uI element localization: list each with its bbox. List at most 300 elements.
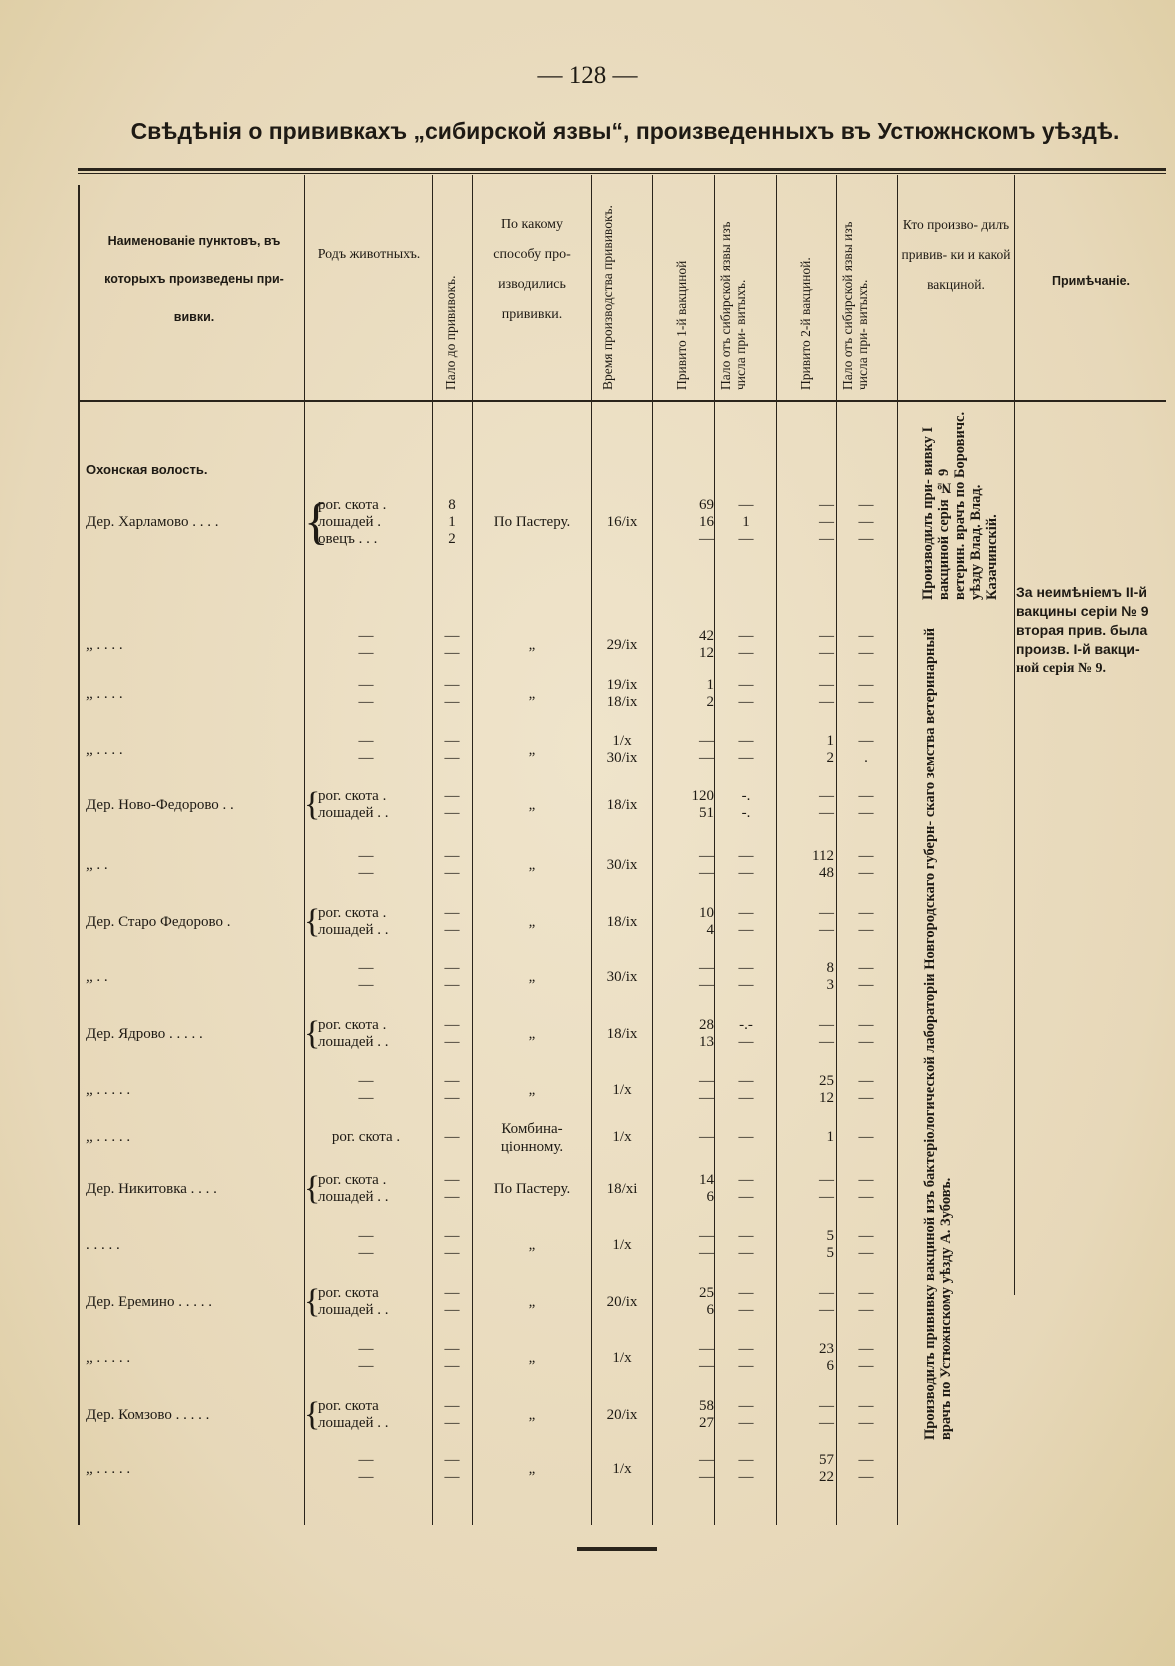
row-vacc1: 69 bbox=[699, 497, 714, 513]
row-location: Дер. Старо Федорово . bbox=[86, 913, 231, 930]
row-fell1: — bbox=[738, 848, 754, 864]
row-location: Дер. Еремино . . . . . bbox=[86, 1293, 212, 1310]
row-vacc2: 57 bbox=[819, 1452, 834, 1468]
row-vacc1: 51 bbox=[699, 805, 714, 821]
row-fell1: — bbox=[738, 977, 754, 993]
row-fell-before: — bbox=[444, 1073, 460, 1089]
row-vacc2: — bbox=[819, 694, 834, 710]
row-vacc1: 12 bbox=[699, 645, 714, 661]
row-vacc1: — bbox=[699, 1358, 714, 1374]
row-fell2: — bbox=[858, 1358, 874, 1374]
row-fell1: — bbox=[738, 497, 754, 513]
row-vacc2: — bbox=[819, 531, 834, 547]
row-fell2: — bbox=[858, 1398, 874, 1414]
row-fell1: — bbox=[738, 750, 754, 766]
row-vacc2: 6 bbox=[826, 1358, 834, 1374]
row-fell-before: — bbox=[444, 788, 460, 804]
row-species: — bbox=[358, 1452, 374, 1468]
row-fell-before: — bbox=[444, 628, 460, 644]
row-fell1: — bbox=[738, 694, 754, 710]
row-vacc1: 42 bbox=[699, 628, 714, 644]
row-vacc1: 25 bbox=[699, 1285, 714, 1301]
row-fell2: — bbox=[858, 922, 874, 938]
bottom-rule bbox=[577, 1547, 657, 1551]
col-sep bbox=[776, 175, 777, 1525]
row-time: 18/ix bbox=[606, 796, 638, 813]
row-fell1: — bbox=[738, 1073, 754, 1089]
row-vacc1: — bbox=[699, 1341, 714, 1357]
row-method: „ bbox=[528, 636, 536, 653]
row-fell1: — bbox=[738, 1341, 754, 1357]
row-location: Дер. Ново-Федорово . . bbox=[86, 796, 234, 813]
row-fell2: — bbox=[858, 628, 874, 644]
remark-line: произв. I-й вакци- bbox=[1016, 641, 1140, 657]
row-fell-before: — bbox=[444, 1189, 460, 1205]
row-location: . . . . . bbox=[86, 1236, 120, 1253]
row-method: „ bbox=[528, 1081, 536, 1098]
row-fell2: — bbox=[858, 865, 874, 881]
row-species: — bbox=[358, 1469, 374, 1485]
row-method: „ bbox=[528, 1236, 536, 1253]
row-vacc1: 27 bbox=[699, 1415, 714, 1431]
row-fell1: — bbox=[738, 628, 754, 644]
row-fell-before: — bbox=[444, 1341, 460, 1357]
row-species: — bbox=[358, 677, 374, 693]
row-method: По Пастеру. bbox=[493, 514, 571, 530]
row-species: — bbox=[358, 1073, 374, 1089]
row-species: рог. скота . bbox=[318, 497, 387, 513]
row-fell2: — bbox=[858, 905, 874, 921]
row-fell2: — bbox=[858, 1189, 874, 1205]
col-sep bbox=[1014, 175, 1015, 1295]
row-fell-before: — bbox=[444, 922, 460, 938]
page-number: — 128 — bbox=[537, 62, 638, 89]
row-time: 1/x bbox=[612, 1129, 632, 1145]
row-location: „ . . . . . bbox=[86, 1460, 131, 1477]
row-fell1: — bbox=[738, 1172, 754, 1188]
header-who: Кто произво- дилъ привив- ки и какой вакциной. bbox=[901, 217, 1011, 292]
row-time: 1/x bbox=[612, 733, 632, 749]
row-vacc2: — bbox=[819, 497, 834, 513]
row-fell-before: — bbox=[444, 865, 460, 881]
row-fell-before: — bbox=[444, 960, 460, 976]
row-vacc2: 5 bbox=[826, 1245, 834, 1261]
row-fell2: — bbox=[858, 960, 874, 976]
row-fell1: — bbox=[738, 1398, 754, 1414]
col-sep bbox=[591, 175, 592, 1525]
row-vacc1: 28 bbox=[699, 1017, 714, 1033]
row-time: 30/ix bbox=[606, 968, 638, 985]
remark-line: За неимѣніемъ II-й bbox=[1016, 584, 1147, 600]
brace-symbol: { bbox=[304, 903, 321, 940]
row-fell-before: — bbox=[444, 977, 460, 993]
row-species: лошадей . . bbox=[318, 805, 389, 821]
row-time: 19/ix bbox=[606, 677, 638, 693]
header-fell-vacc1: Пало отъ сибирской язвы изъ числа при- витыхъ. bbox=[718, 221, 748, 390]
header-vacc2: Привито 2-й вакциной. bbox=[798, 257, 813, 390]
row-fell1: — bbox=[738, 1034, 754, 1050]
row-time: 1/x bbox=[612, 1236, 632, 1253]
row-fell1: — bbox=[738, 1452, 754, 1468]
row-vacc1: 13 bbox=[699, 1034, 714, 1050]
row-fell-before: — bbox=[444, 694, 460, 710]
row-method: „ bbox=[528, 1406, 536, 1423]
row-fell1: -. bbox=[741, 805, 751, 821]
row-species: рог. скота . bbox=[331, 1129, 401, 1145]
row-vacc1: — bbox=[699, 865, 714, 881]
row-fell1: — bbox=[738, 531, 754, 547]
row-fell2: — bbox=[858, 1285, 874, 1301]
row-fell-before: — bbox=[444, 1285, 460, 1301]
row-vacc1: — bbox=[699, 1073, 714, 1089]
row-vacc2: — bbox=[819, 1398, 834, 1414]
row-fell2: — bbox=[858, 531, 874, 547]
row-fell-before: — bbox=[444, 1017, 460, 1033]
table-left-border bbox=[78, 185, 80, 1525]
row-vacc1: 4 bbox=[706, 922, 714, 938]
row-location: „ . . . . . bbox=[86, 1349, 131, 1366]
row-fell-before: — bbox=[444, 750, 460, 766]
row-fell-before: — bbox=[444, 733, 460, 749]
row-vacc1: — bbox=[699, 750, 714, 766]
row-fell-before: — bbox=[444, 1398, 460, 1414]
row-fell2: — bbox=[858, 1341, 874, 1357]
row-vacc1: 16 bbox=[699, 514, 714, 530]
row-vacc2: — bbox=[819, 788, 834, 804]
section-title: Охонская волость. bbox=[86, 462, 208, 477]
row-species: — bbox=[358, 1090, 374, 1106]
row-time: 1/x bbox=[612, 1081, 632, 1098]
row-time: 18/ix bbox=[606, 913, 638, 930]
row-fell1: 1 bbox=[742, 514, 750, 530]
row-vacc1: — bbox=[699, 1090, 714, 1106]
row-vacc2: 48 bbox=[819, 865, 834, 881]
page-title: Свѣдѣнія о прививкахъ „сибирской язвы“, произведенныхъ въ Устюжнскомъ уѣздѣ. bbox=[130, 118, 1120, 144]
row-fell1: — bbox=[738, 1189, 754, 1205]
row-fell1: — bbox=[738, 922, 754, 938]
row-vacc2: — bbox=[819, 1285, 834, 1301]
row-location: „ . . . . bbox=[86, 685, 123, 702]
row-fell2: — bbox=[858, 1302, 874, 1318]
row-location: „ . . . . bbox=[86, 741, 123, 758]
row-fell1: — bbox=[738, 677, 754, 693]
row-method: „ bbox=[528, 1349, 536, 1366]
row-fell2: — bbox=[858, 1129, 874, 1145]
col-sep bbox=[897, 175, 898, 1525]
header-method: По какому способу про- изводились прививки. bbox=[493, 217, 571, 322]
row-species: — bbox=[358, 1358, 374, 1374]
row-fell2: — bbox=[858, 1034, 874, 1050]
row-method: „ bbox=[528, 856, 536, 873]
row-fell1: — bbox=[738, 733, 754, 749]
brace-symbol: { bbox=[304, 1283, 321, 1320]
row-fell1: — bbox=[738, 1285, 754, 1301]
row-fell2: . bbox=[864, 750, 868, 766]
col-sep bbox=[304, 175, 305, 1525]
row-method: „ bbox=[528, 741, 536, 758]
row-vacc2: — bbox=[819, 1034, 834, 1050]
row-location: „ . . . . . bbox=[86, 1081, 131, 1098]
row-location: Дер. Комзово . . . . . bbox=[86, 1406, 210, 1423]
row-fell1: — bbox=[738, 1129, 754, 1145]
row-vacc2: 1 bbox=[826, 1129, 834, 1145]
row-fell2: — bbox=[858, 694, 874, 710]
row-fell-before: — bbox=[444, 1034, 460, 1050]
row-fell-before: 2 bbox=[448, 531, 456, 547]
row-species: — bbox=[358, 1341, 374, 1357]
row-fell-before: — bbox=[444, 1228, 460, 1244]
row-species: лошадей . . bbox=[318, 1189, 389, 1205]
row-fell1: — bbox=[738, 960, 754, 976]
row-location: Дер. Ядрово . . . . . bbox=[86, 1025, 203, 1042]
row-vacc2: — bbox=[819, 1172, 834, 1188]
row-vacc2: — bbox=[819, 677, 834, 693]
row-time: 29/ix bbox=[606, 636, 638, 653]
row-vacc1: 10 bbox=[699, 905, 714, 921]
row-fell2: — bbox=[858, 1073, 874, 1089]
row-vacc1: 120 bbox=[691, 788, 714, 804]
header-name: Наименованіе пунктовъ, въ которыхъ произведены при- вивки. bbox=[104, 234, 284, 324]
row-vacc2: 5 bbox=[826, 1228, 834, 1244]
row-vacc2: — bbox=[819, 1415, 834, 1431]
row-method: Комбина- bbox=[501, 1121, 563, 1137]
row-vacc2: 8 bbox=[826, 960, 834, 976]
who-first: Производилъ при- вивку I вакциной серія № 9 ветерин. врачъ по Боровичс. уѣзду Влад. Влад. Казачинскій. bbox=[920, 411, 1000, 600]
row-time: 18/ix bbox=[606, 1025, 638, 1042]
row-fell-before: — bbox=[444, 1090, 460, 1106]
row-time: 20/ix bbox=[606, 1406, 638, 1423]
row-fell2: — bbox=[858, 1090, 874, 1106]
row-method: „ bbox=[528, 968, 536, 985]
row-species: лошадей . . bbox=[318, 922, 389, 938]
row-fell1: — bbox=[738, 865, 754, 881]
row-species: рог. скота . bbox=[318, 1172, 387, 1188]
row-vacc1: — bbox=[699, 960, 714, 976]
row-species: рог. скота . bbox=[318, 1017, 387, 1033]
row-fell1: — bbox=[738, 1415, 754, 1431]
row-vacc2: 112 bbox=[812, 848, 834, 864]
row-fell2: — bbox=[858, 1469, 874, 1485]
row-vacc2: — bbox=[819, 1189, 834, 1205]
row-species: лошадей . . bbox=[318, 1415, 389, 1431]
row-vacc2: — bbox=[819, 1017, 834, 1033]
row-species: — bbox=[358, 977, 374, 993]
row-fell-before: — bbox=[444, 1415, 460, 1431]
row-fell-before: — bbox=[444, 805, 460, 821]
row-fell2: — bbox=[858, 733, 874, 749]
col-sep bbox=[472, 175, 473, 1525]
header-species: Родъ животныхъ. bbox=[317, 247, 421, 262]
row-time: 1/x bbox=[612, 1349, 632, 1366]
row-vacc1: 58 bbox=[699, 1398, 714, 1414]
row-species: — bbox=[358, 750, 374, 766]
remark-line: ной серія № 9. bbox=[1016, 661, 1107, 676]
row-method: „ bbox=[528, 1460, 536, 1477]
row-fell2: — bbox=[858, 805, 874, 821]
row-vacc1: 14 bbox=[699, 1172, 714, 1188]
header-remarks: Примѣчаніе. bbox=[1052, 274, 1130, 288]
table-top-rule-thin bbox=[78, 173, 1166, 174]
row-fell2: — bbox=[858, 1415, 874, 1431]
col-sep bbox=[714, 175, 715, 1525]
header-fell-before: Пало до прививокъ. bbox=[443, 275, 458, 390]
row-method: „ bbox=[528, 1025, 536, 1042]
row-fell1: -.- bbox=[739, 1017, 753, 1033]
brace-symbol: { bbox=[304, 1396, 321, 1433]
row-method-cont: ціонному. bbox=[500, 1139, 564, 1155]
row-vacc1: — bbox=[699, 1228, 714, 1244]
row-species: лошадей . bbox=[318, 514, 382, 530]
brace-symbol: { bbox=[304, 786, 321, 823]
row-vacc1: — bbox=[699, 531, 714, 547]
row-species: рог. скота bbox=[318, 1398, 379, 1414]
row-time: 30/ix bbox=[606, 856, 638, 873]
row-species: — bbox=[358, 1245, 374, 1261]
row-fell2: — bbox=[858, 497, 874, 513]
row-method: „ bbox=[528, 796, 536, 813]
header-time: Время производства прививокъ. bbox=[600, 205, 615, 390]
col-sep bbox=[652, 175, 653, 1525]
row-vacc2: 12 bbox=[819, 1090, 834, 1106]
row-species: — bbox=[358, 848, 374, 864]
row-vacc2: 25 bbox=[819, 1073, 834, 1089]
brace-symbol: { bbox=[304, 1015, 321, 1052]
row-fell-before: — bbox=[444, 1302, 460, 1318]
row-vacc1: 6 bbox=[706, 1302, 714, 1318]
row-fell-before: — bbox=[444, 848, 460, 864]
table-top-rule bbox=[78, 168, 1166, 171]
row-fell-before: — bbox=[444, 1358, 460, 1374]
row-vacc1: — bbox=[699, 1452, 714, 1468]
row-vacc1: 2 bbox=[706, 694, 714, 710]
row-fell-before: — bbox=[444, 1452, 460, 1468]
row-vacc2: — bbox=[819, 922, 834, 938]
row-vacc2: 22 bbox=[819, 1469, 834, 1485]
row-fell-before: — bbox=[444, 645, 460, 661]
row-fell-before: — bbox=[444, 1172, 460, 1188]
row-vacc1: — bbox=[699, 1129, 714, 1145]
row-fell2: — bbox=[858, 977, 874, 993]
row-fell2: — bbox=[858, 788, 874, 804]
row-location: Дер. Харламово . . . . bbox=[86, 514, 219, 530]
row-vacc2: — bbox=[819, 805, 834, 821]
row-fell2: — bbox=[858, 848, 874, 864]
header-bottom-rule bbox=[78, 400, 1166, 402]
row-vacc2: — bbox=[819, 1302, 834, 1318]
row-fell1: — bbox=[738, 905, 754, 921]
row-species: — bbox=[358, 733, 374, 749]
row-species: — bbox=[358, 694, 374, 710]
row-vacc1: — bbox=[699, 848, 714, 864]
row-vacc1: — bbox=[699, 1469, 714, 1485]
row-vacc2: 23 bbox=[819, 1341, 834, 1357]
row-fell-before: — bbox=[444, 905, 460, 921]
row-fell1: — bbox=[738, 1469, 754, 1485]
row-vacc1: — bbox=[699, 977, 714, 993]
row-fell-before: 8 bbox=[448, 497, 456, 513]
row-species: — bbox=[358, 865, 374, 881]
remark-line: вторая прив. была bbox=[1016, 622, 1148, 638]
row-fell2: — bbox=[858, 1245, 874, 1261]
row-location: „ . . . . bbox=[86, 636, 123, 653]
row-fell2: — bbox=[858, 1228, 874, 1244]
row-time: 16/ix bbox=[606, 514, 638, 530]
row-fell-before: — bbox=[444, 1469, 460, 1485]
row-location: „ . . bbox=[86, 968, 108, 985]
who-second: Производилъ прививку вакциной изъ бактеріологической лабораторіи Новгородскаго губерн- скаго земства ветеринарный врачъ по Устюжнскому уѣзду А. Зубовъ. bbox=[922, 627, 954, 1440]
remark-line: вакцины серіи № 9 bbox=[1016, 603, 1149, 619]
row-time: 20/ix bbox=[606, 1293, 638, 1310]
row-fell1: — bbox=[738, 1302, 754, 1318]
row-fell-before: 1 bbox=[448, 514, 456, 530]
brace-symbol: { bbox=[304, 494, 329, 550]
row-time: 18/xi bbox=[606, 1180, 638, 1197]
row-vacc2: — bbox=[819, 645, 834, 661]
row-time: 1/x bbox=[612, 1460, 632, 1477]
row-vacc1: — bbox=[699, 1245, 714, 1261]
row-species: — bbox=[358, 1228, 374, 1244]
row-fell2: — bbox=[858, 1017, 874, 1033]
row-species: — bbox=[358, 960, 374, 976]
row-fell2: — bbox=[858, 645, 874, 661]
row-fell2: — bbox=[858, 514, 874, 530]
row-fell-before: — bbox=[444, 677, 460, 693]
row-method: По Пастеру. bbox=[493, 1180, 571, 1197]
row-vacc2: — bbox=[819, 905, 834, 921]
row-fell2: — bbox=[858, 1172, 874, 1188]
header-vacc1: Привито 1-й вакциной bbox=[674, 260, 689, 390]
row-fell1: — bbox=[738, 1090, 754, 1106]
row-species: рог. скота . bbox=[318, 788, 387, 804]
row-location: Дер. Никитовка . . . . bbox=[86, 1180, 217, 1197]
header-fell-vacc2: Пало отъ сибирской язвы изъ числа при- витыхъ. bbox=[840, 221, 870, 390]
row-species: рог. скота . bbox=[318, 905, 387, 921]
row-location: „ . . . . . bbox=[86, 1129, 131, 1145]
row-species: овецъ . . . bbox=[318, 531, 378, 547]
row-time: 30/ix bbox=[606, 750, 638, 766]
row-fell1: — bbox=[738, 1228, 754, 1244]
row-vacc2: 2 bbox=[826, 750, 834, 766]
row-fell1: — bbox=[738, 1245, 754, 1261]
row-vacc2: 1 bbox=[826, 733, 834, 749]
row-vacc2: — bbox=[819, 628, 834, 644]
row-fell1: — bbox=[738, 645, 754, 661]
row-fell-before: — bbox=[444, 1245, 460, 1261]
row-method: „ bbox=[528, 1293, 536, 1310]
row-fell-before: — bbox=[444, 1129, 460, 1145]
brace-symbol: { bbox=[304, 1170, 321, 1207]
row-method: „ bbox=[528, 913, 536, 930]
row-vacc1: 6 bbox=[706, 1189, 714, 1205]
row-fell2: — bbox=[858, 1452, 874, 1468]
remark-note bbox=[1016, 583, 1174, 678]
row-species: рог. скота bbox=[318, 1285, 379, 1301]
row-method: „ bbox=[528, 685, 536, 702]
row-location: „ . . bbox=[86, 856, 108, 873]
row-vacc1: — bbox=[699, 733, 714, 749]
row-species: лошадей . . bbox=[318, 1302, 389, 1318]
row-fell1: -. bbox=[741, 788, 751, 804]
row-fell1: — bbox=[738, 1358, 754, 1374]
row-species: лошадей . . bbox=[318, 1034, 389, 1050]
row-species: — bbox=[358, 628, 374, 644]
row-fell2: — bbox=[858, 677, 874, 693]
row-vacc2: 3 bbox=[826, 977, 834, 993]
row-species: — bbox=[358, 645, 374, 661]
row-vacc1: 1 bbox=[706, 677, 714, 693]
row-time: 18/ix bbox=[606, 694, 638, 710]
row-vacc2: — bbox=[819, 514, 834, 530]
